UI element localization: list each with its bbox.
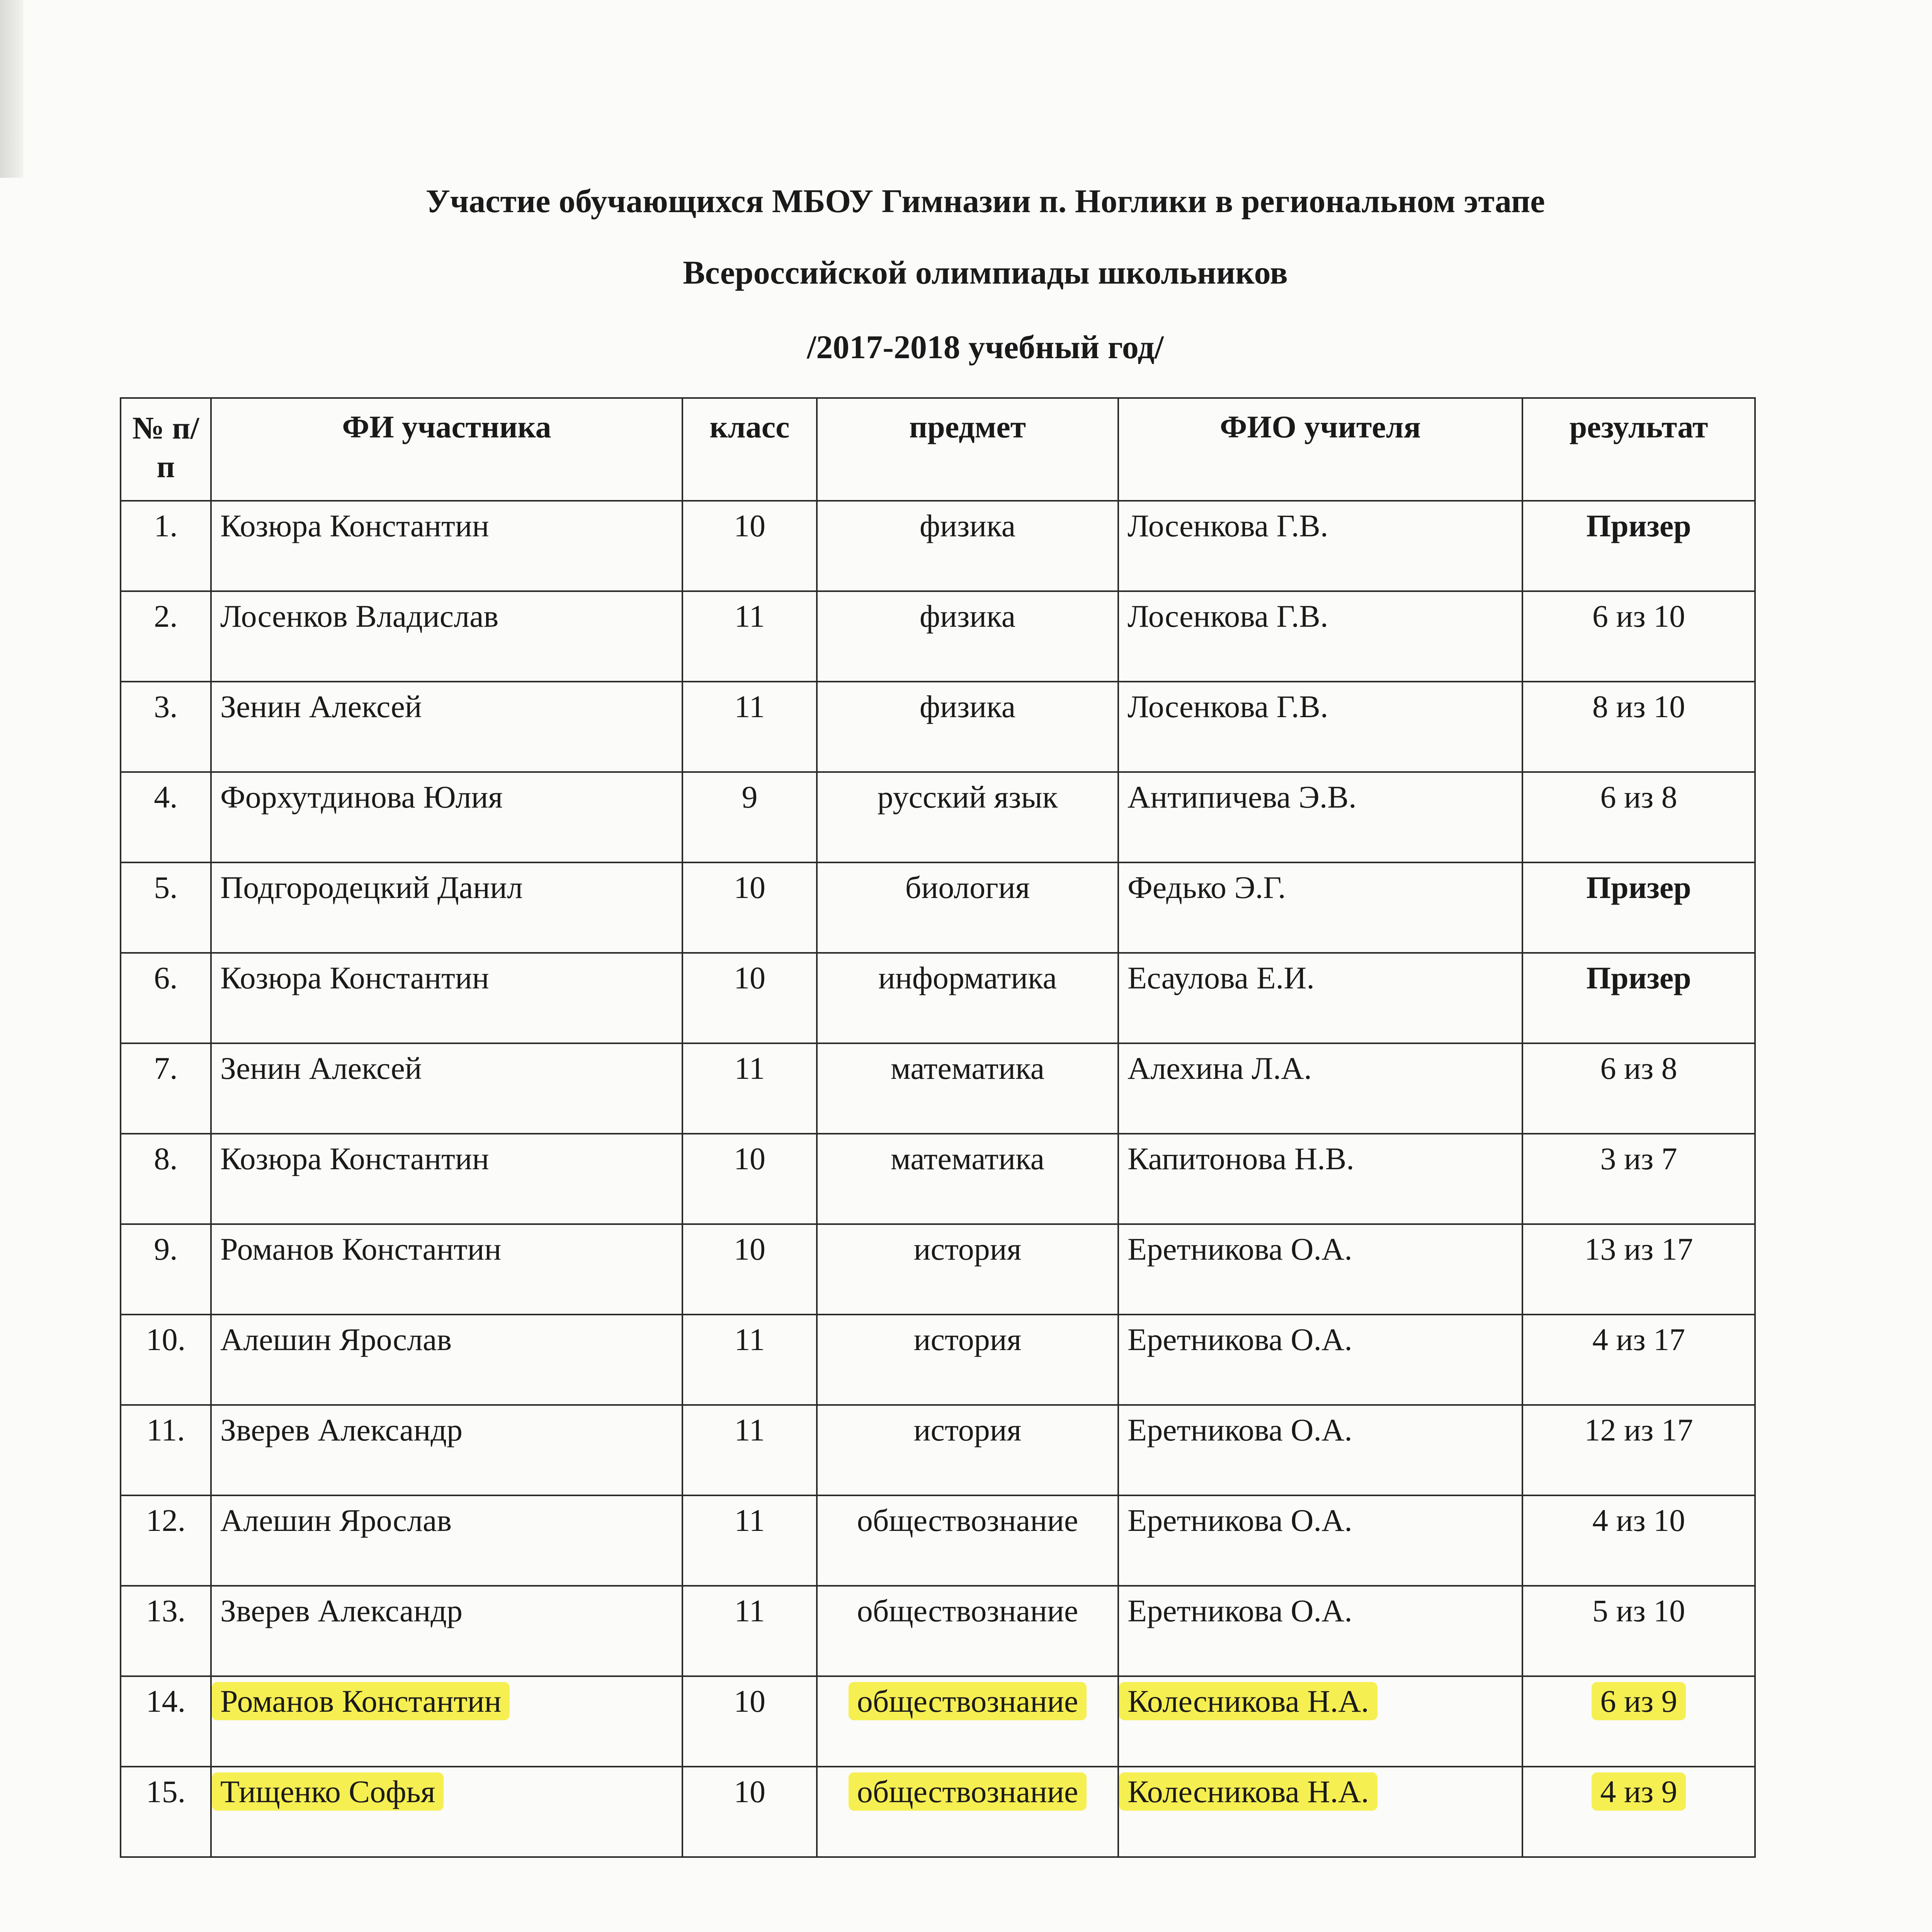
cell-result [1522, 1315, 1755, 1405]
cell-participant-text: Тищенко Софья [212, 1772, 444, 1811]
cell-subject-text: информатика [878, 960, 1057, 995]
cell-number [121, 591, 211, 682]
cell-subject-text: математика [890, 1051, 1045, 1086]
cell-subject [817, 1043, 1118, 1134]
cell-result [1522, 1043, 1755, 1134]
cell-teacher-text: Еретникова О.А. [1128, 1231, 1352, 1267]
cell-teacher-text: Колесникова Н.А. [1119, 1772, 1378, 1811]
table-row [121, 1134, 1755, 1224]
cell-participant [211, 591, 682, 682]
table-row [121, 953, 1755, 1043]
cell-teacher-text: Лосенкова Г.В. [1128, 508, 1328, 543]
cell-grade [682, 1676, 817, 1767]
cell-number [121, 1134, 211, 1224]
table-row [121, 1405, 1755, 1495]
header-subject: предмет [817, 398, 1118, 501]
cell-subject [817, 1676, 1118, 1767]
cell-result-text: Призер [1586, 508, 1691, 543]
cell-participant-text: Козюра Константин [220, 1141, 489, 1176]
cell-result [1522, 1134, 1755, 1224]
cell-number-text: 11. [146, 1412, 185, 1447]
cell-result-text: 8 из 10 [1592, 689, 1685, 724]
cell-grade [682, 953, 817, 1043]
cell-result [1522, 1676, 1755, 1767]
cell-teacher-text: Федько Э.Г. [1128, 870, 1286, 905]
header-grade: класс [682, 398, 817, 501]
cell-number [121, 1495, 211, 1586]
cell-participant [211, 1495, 682, 1586]
cell-result [1522, 1405, 1755, 1495]
cell-participant-text: Романов Константин [212, 1682, 510, 1720]
table-row [121, 682, 1755, 772]
cell-number-text: 12. [146, 1503, 186, 1538]
table-row [121, 1224, 1755, 1315]
cell-subject [817, 862, 1118, 953]
cell-teacher-text: Лосенкова Г.В. [1128, 599, 1328, 634]
cell-participant-text: Форхутдинова Юлия [220, 779, 503, 815]
document-title-line-3: /2017-2018 учебный год/ [807, 328, 1164, 366]
cell-subject-text: русский язык [877, 779, 1058, 815]
cell-number-text: 10. [146, 1322, 186, 1357]
cell-teacher [1118, 953, 1522, 1043]
cell-grade-text: 11 [734, 1412, 765, 1447]
cell-number [121, 682, 211, 772]
scan-edge-shadow [0, 0, 23, 178]
cell-subject [817, 772, 1118, 862]
cell-grade-text: 10 [734, 960, 765, 995]
cell-teacher-text: Антипичева Э.В. [1128, 779, 1357, 815]
cell-result-text: 4 из 9 [1592, 1772, 1685, 1811]
cell-number-text: 8. [154, 1141, 178, 1176]
header-result: результат [1522, 398, 1755, 501]
cell-number-text: 3. [154, 689, 178, 724]
cell-grade-text: 11 [734, 599, 765, 634]
cell-grade-text: 11 [734, 1503, 765, 1538]
cell-number [121, 1315, 211, 1405]
cell-result [1522, 1586, 1755, 1676]
cell-teacher [1118, 1315, 1522, 1405]
table-row [121, 1495, 1755, 1586]
cell-number-text: 4. [154, 779, 178, 815]
cell-teacher [1118, 682, 1522, 772]
cell-result-text: 3 из 7 [1600, 1141, 1677, 1176]
cell-result [1522, 501, 1755, 591]
cell-number-text: 15. [146, 1774, 186, 1809]
table-row [121, 1767, 1755, 1857]
cell-participant [211, 772, 682, 862]
cell-result [1522, 1767, 1755, 1857]
cell-participant-text: Зенин Алексей [220, 1051, 422, 1086]
cell-number [121, 862, 211, 953]
cell-result-text: 4 из 17 [1592, 1322, 1685, 1357]
cell-grade [682, 682, 817, 772]
cell-subject-text: обществознание [849, 1772, 1087, 1811]
cell-grade-text: 10 [734, 1774, 765, 1809]
cell-grade [682, 1315, 817, 1405]
cell-teacher-text: Еретникова О.А. [1128, 1503, 1352, 1538]
cell-subject-text: математика [890, 1141, 1045, 1176]
cell-subject-text: биология [905, 870, 1030, 905]
cell-number-text: 1. [154, 508, 178, 543]
cell-participant [211, 1767, 682, 1857]
table-row [121, 1315, 1755, 1405]
cell-grade-text: 9 [742, 779, 758, 815]
header-number: № п/п [121, 398, 211, 501]
cell-grade-text: 10 [734, 1231, 765, 1267]
cell-subject [817, 1495, 1118, 1586]
table-row [121, 501, 1755, 591]
cell-teacher [1118, 501, 1522, 591]
cell-grade [682, 591, 817, 682]
cell-participant [211, 1405, 682, 1495]
header-participant: ФИ участника [211, 398, 682, 501]
cell-grade [682, 862, 817, 953]
cell-subject-text: физика [919, 508, 1016, 543]
cell-grade-text: 11 [734, 1593, 765, 1628]
cell-number-text: 7. [154, 1051, 178, 1086]
cell-number [121, 772, 211, 862]
cell-number [121, 1676, 211, 1767]
table-header-row [121, 398, 1755, 501]
cell-subject [817, 682, 1118, 772]
cell-teacher-text: Колесникова Н.А. [1119, 1682, 1378, 1720]
cell-subject [817, 591, 1118, 682]
cell-teacher-text: Алехина Л.А. [1128, 1051, 1312, 1086]
cell-number [121, 1043, 211, 1134]
cell-grade [682, 772, 817, 862]
results-table [120, 397, 1756, 1858]
cell-result-text: 5 из 10 [1592, 1593, 1685, 1628]
cell-subject [817, 1134, 1118, 1224]
cell-subject-text: физика [919, 689, 1016, 724]
cell-teacher-text: Еретникова О.А. [1128, 1593, 1352, 1628]
cell-teacher-text: Еретникова О.А. [1128, 1322, 1352, 1357]
cell-number [121, 1767, 211, 1857]
cell-teacher-text: Капитонова Н.В. [1128, 1141, 1354, 1176]
cell-participant-text: Подгородецкий Данил [220, 870, 523, 905]
cell-grade-text: 11 [734, 1322, 765, 1357]
cell-grade [682, 1405, 817, 1495]
cell-result-text: 6 из 8 [1600, 1051, 1677, 1086]
cell-teacher [1118, 862, 1522, 953]
cell-result [1522, 862, 1755, 953]
cell-teacher [1118, 772, 1522, 862]
cell-grade-text: 11 [734, 1051, 765, 1086]
cell-grade-text: 11 [734, 689, 765, 724]
table-row [121, 862, 1755, 953]
cell-grade-text: 10 [734, 508, 765, 543]
cell-result-text: 13 из 17 [1584, 1231, 1693, 1267]
cell-participant-text: Зверев Александр [220, 1593, 463, 1628]
cell-subject [817, 1224, 1118, 1315]
cell-teacher [1118, 1134, 1522, 1224]
cell-participant [211, 1586, 682, 1676]
table-row [121, 1043, 1755, 1134]
cell-grade [682, 1586, 817, 1676]
cell-subject-text: история [913, 1412, 1022, 1447]
cell-teacher-text: Есаулова Е.И. [1128, 960, 1315, 995]
cell-subject [817, 1405, 1118, 1495]
cell-result-text: 6 из 10 [1592, 599, 1685, 634]
cell-grade-text: 10 [734, 1684, 765, 1719]
cell-participant-text: Козюра Константин [220, 960, 489, 995]
cell-teacher [1118, 1495, 1522, 1586]
cell-participant [211, 1224, 682, 1315]
cell-subject [817, 1586, 1118, 1676]
cell-participant-text: Зенин Алексей [220, 689, 422, 724]
cell-teacher [1118, 1224, 1522, 1315]
cell-number [121, 1224, 211, 1315]
cell-result [1522, 1495, 1755, 1586]
cell-number [121, 1405, 211, 1495]
cell-grade-text: 10 [734, 1141, 765, 1176]
cell-result [1522, 1224, 1755, 1315]
cell-participant [211, 682, 682, 772]
cell-participant-text: Козюра Константин [220, 508, 489, 543]
cell-result-text: Призер [1586, 870, 1691, 905]
cell-teacher [1118, 1043, 1522, 1134]
cell-number-text: 6. [154, 960, 178, 995]
cell-participant [211, 1315, 682, 1405]
cell-result-text: 6 из 9 [1592, 1682, 1685, 1720]
cell-teacher [1118, 1767, 1522, 1857]
cell-subject-text: история [913, 1322, 1022, 1357]
cell-grade [682, 501, 817, 591]
cell-result-text: Призер [1586, 960, 1691, 995]
cell-subject [817, 1767, 1118, 1857]
cell-subject [817, 501, 1118, 591]
cell-subject-text: физика [919, 599, 1016, 634]
cell-grade [682, 1495, 817, 1586]
header-teacher: ФИО учителя [1118, 398, 1522, 501]
cell-participant-text: Лосенков Владислав [220, 599, 499, 634]
cell-participant-text: Алешин Ярослав [220, 1322, 452, 1357]
cell-subject-text: обществознание [857, 1503, 1078, 1538]
cell-number-text: 13. [146, 1593, 186, 1628]
cell-grade [682, 1767, 817, 1857]
cell-participant [211, 501, 682, 591]
cell-participant [211, 1134, 682, 1224]
cell-participant [211, 1043, 682, 1134]
cell-result [1522, 682, 1755, 772]
document-title-line-1: Участие обучающихся МБОУ Гимназии п. Ноглики в региональном этапе [425, 182, 1545, 219]
cell-teacher [1118, 1586, 1522, 1676]
cell-teacher-text: Лосенкова Г.В. [1128, 689, 1328, 724]
cell-participant [211, 862, 682, 953]
cell-subject-text: история [913, 1231, 1022, 1267]
cell-number [121, 501, 211, 591]
cell-subject-text: обществознание [857, 1593, 1078, 1628]
cell-result [1522, 772, 1755, 862]
cell-result [1522, 953, 1755, 1043]
cell-number-text: 9. [154, 1231, 178, 1267]
cell-participant-text: Зверев Александр [220, 1412, 463, 1447]
cell-number-text: 14. [146, 1684, 186, 1719]
cell-subject-text: обществознание [849, 1682, 1087, 1720]
table-row [121, 772, 1755, 862]
cell-result-text: 6 из 8 [1600, 779, 1677, 815]
cell-teacher [1118, 591, 1522, 682]
cell-result-text: 12 из 17 [1584, 1412, 1693, 1447]
cell-participant-text: Алешин Ярослав [220, 1503, 452, 1538]
cell-subject [817, 1315, 1118, 1405]
cell-participant-text: Романов Константин [220, 1231, 502, 1267]
cell-result-text: 4 из 10 [1592, 1503, 1685, 1538]
cell-participant [211, 953, 682, 1043]
cell-number-text: 5. [154, 870, 178, 905]
cell-teacher-text: Еретникова О.А. [1128, 1412, 1352, 1447]
cell-number-text: 2. [154, 599, 178, 634]
cell-number [121, 1586, 211, 1676]
cell-participant [211, 1676, 682, 1767]
cell-grade [682, 1043, 817, 1134]
document-title-line-2: Всероссийской олимпиады школьников [683, 254, 1288, 291]
cell-grade-text: 10 [734, 870, 765, 905]
table-row [121, 591, 1755, 682]
cell-teacher [1118, 1676, 1522, 1767]
cell-grade [682, 1224, 817, 1315]
cell-subject [817, 953, 1118, 1043]
cell-number [121, 953, 211, 1043]
cell-teacher [1118, 1405, 1522, 1495]
table-row [121, 1586, 1755, 1676]
table-row [121, 1676, 1755, 1767]
cell-grade [682, 1134, 817, 1224]
cell-result [1522, 591, 1755, 682]
